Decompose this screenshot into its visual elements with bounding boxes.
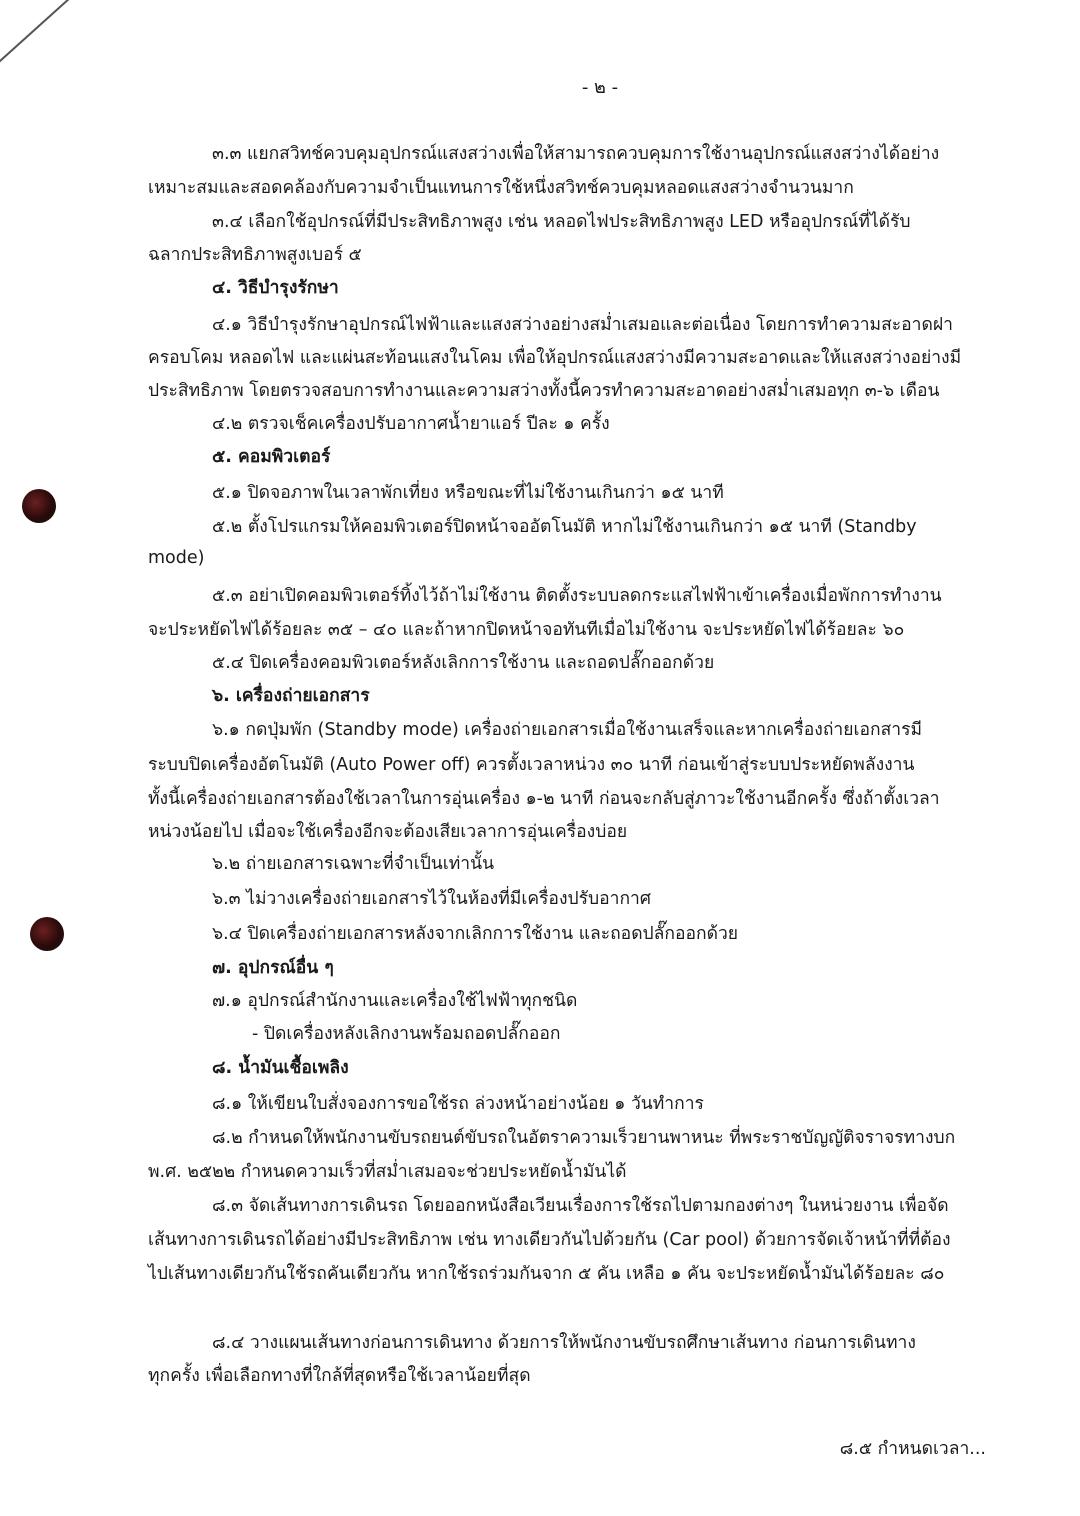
paragraph-line: ๓.๓ แยกสวิทช์ควบคุมอุปกรณ์แสงสว่างเพื่อให้สามารถควบคุมการใช้งานอุปกรณ์แสงสว่างได้อย่าง: [212, 144, 940, 164]
paragraph-line: ๓.๔ เลือกใช้อุปกรณ์ที่มีประสิทธิภาพสูง เช่น หลอดไฟประสิทธิภาพสูง LED หรืออุปกรณ์ที่ได้รับ: [212, 212, 911, 232]
section-heading: ๔. วิธีบำรุงรักษา: [212, 278, 339, 298]
section-heading: ๗. อุปกรณ์อื่น ๆ: [212, 958, 334, 978]
paragraph-line: พ.ศ. ๒๕๒๒ กำหนดความเร็วที่สม่ำเสมอจะช่วยประหยัดน้ำมันได้: [148, 1162, 627, 1182]
paragraph-line: ๘.๓ จัดเส้นทางการเดินรถ โดยออกหนังสือเวียนเรื่องการใช้รถไปตามกองต่างๆ ในหน่วยงาน เพื่อจัด: [212, 1196, 949, 1216]
paragraph-line: ครอบโคม หลอดไฟ และแผ่นสะท้อนแสงในโคม เพื่อให้อุปกรณ์แสงสว่างมีความสะอาดและให้แสงสว่างอย่างมี: [148, 348, 962, 368]
paragraph-line: ๔.๑ วิธีบำรุงรักษาอุปกรณ์ไฟฟ้าและแสงสว่างอย่างสม่ำเสมอและต่อเนื่อง โดยการทำความสะอาดฝา: [212, 315, 953, 335]
paragraph-line: ๗.๑ อุปกรณ์สำนักงานและเครื่องใช้ไฟฟ้าทุกชนิด: [212, 991, 578, 1011]
paragraph-line: เหมาะสมและสอดคล้องกับความจำเป็นแทนการใช้หนึ่งสวิทช์ควบคุมหลอดแสงสว่างจำนวนมาก: [148, 178, 854, 198]
paragraph-line: ๘.๔ วางแผนเส้นทางก่อนการเดินทาง ด้วยการให้พนักงานขับรถศึกษาเส้นทาง ก่อนการเดินทาง: [212, 1333, 916, 1353]
paragraph-line: ฉลากประสิทธิภาพสูงเบอร์ ๕: [148, 245, 362, 265]
section-heading: ๕. คอมพิวเตอร์: [212, 447, 331, 467]
page-number: - ๒ -: [581, 77, 619, 98]
paragraph-line: ๖.๑ กดปุ่มพัก (Standby mode) เครื่องถ่ายเอกสารเมื่อใช้งานเสร็จและหากเครื่องถ่ายเอกสารมี: [212, 720, 923, 740]
paragraph-line: จะประหยัดไฟได้ร้อยละ ๓๕ – ๔๐ และถ้าหากปิดหน้าจอทันทีเมื่อไม่ใช้งาน จะประหยัดไฟได้ร้อยละ ๖๐: [148, 620, 905, 640]
section-heading: ๘. น้ำมันเชื้อเพลิง: [212, 1058, 349, 1078]
paragraph-line: ๖.๔ ปิดเครื่องถ่ายเอกสารหลังจากเลิกการใช้งาน และถอดปลั๊กออกด้วย: [212, 924, 739, 944]
paragraph-line: ทั้งนี้เครื่องถ่ายเอกสารต้องใช้เวลาในการอุ่นเครื่อง ๑-๒ นาที ก่อนจะกลับสู่ภาวะใช้งานอีกครั้ง ซึ่งถ้าตั้งเวลา: [148, 789, 940, 809]
paragraph-line: ๘.๑ ให้เขียนใบสั่งจองการขอใช้รถ ล่วงหน้าอย่างน้อย ๑ วันทำการ: [212, 1094, 704, 1114]
paragraph-line: ไปเส้นทางเดียวกันใช้รถคันเดียวกัน หากใช้รถร่วมกันจาก ๕ คัน เหลือ ๑ คัน จะประหยัดน้ำมันได้ร้อยละ ๘๐: [148, 1264, 945, 1284]
section-heading: ๖. เครื่องถ่ายเอกสาร: [212, 686, 370, 706]
paragraph-line: เส้นทางการเดินรถได้อย่างมีประสิทธิภาพ เช่น ทางเดียวกันไปด้วยกัน (Car pool) ด้วยการจัดเจ้าหน้าที่ที่ต้อง: [148, 1230, 951, 1250]
paragraph-line: ประสิทธิภาพ โดยตรวจสอบการทำงานและความสว่างทั้งนี้ควรทำความสะอาดอย่างสม่ำเสมอทุก ๓-๖ เดือน: [148, 381, 940, 401]
paragraph-line: ระบบปิดเครื่องอัตโนมัติ (Auto Power off) ควรตั้งเวลาหน่วง ๓๐ นาที ก่อนเข้าสู่ระบบประหยัดพลังงาน: [148, 755, 915, 775]
punch-hole-icon: [30, 917, 64, 951]
paragraph-line: - ปิดเครื่องหลังเลิกงานพร้อมถอดปลั๊กออก: [252, 1024, 561, 1044]
paragraph-line: ๕.๔ ปิดเครื่องคอมพิวเตอร์หลังเลิกการใช้งาน และถอดปลั๊กออกด้วย: [212, 653, 715, 673]
paragraph-line: ๕.๑ ปิดจอภาพในเวลาพักเที่ยง หรือขณะที่ไม่ใช้งานเกินกว่า ๑๕ นาที: [212, 483, 724, 503]
paragraph-line: หน่วงน้อยไป เมื่อจะใช้เครื่องอีกจะต้องเสียเวลาการอุ่นเครื่องบ่อย: [148, 822, 628, 842]
paragraph-line: mode): [148, 548, 205, 568]
paragraph-line: ๖.๓ ไม่วางเครื่องถ่ายเอกสารไว้ในห้องที่มีเครื่องปรับอากาศ: [212, 889, 651, 909]
continuation-note: ๘.๕ กำหนดเวลา...: [839, 1439, 986, 1459]
paragraph-line: ๕.๒ ตั้งโปรแกรมให้คอมพิวเตอร์ปิดหน้าจออัตโนมัติ หากไม่ใช้งานเกินกว่า ๑๕ นาที (Standby: [212, 517, 917, 537]
paragraph-line: ๘.๒ กำหนดให้พนักงานขับรถยนต์ขับรถในอัตราความเร็วยานพาหนะ ที่พระราชบัญญัติจราจรทางบก: [212, 1128, 956, 1148]
paragraph-line: ๕.๓ อย่าเปิดคอมพิวเตอร์ทิ้งไว้ถ้าไม่ใช้งาน ติดตั้งระบบลดกระแสไฟฟ้าเข้าเครื่องเมื่อพักการทำงาน: [212, 586, 942, 606]
scan-edge-line: [0, 0, 129, 80]
paragraph-line: ๔.๒ ตรวจเช็คเครื่องปรับอากาศน้ำยาแอร์ ปีละ ๑ ครั้ง: [212, 414, 610, 434]
punch-hole-icon: [22, 489, 56, 523]
paragraph-line: ทุกครั้ง เพื่อเลือกทางที่ใกล้ที่สุดหรือใช้เวลาน้อยที่สุด: [148, 1366, 531, 1386]
paragraph-line: ๖.๒ ถ่ายเอกสารเฉพาะที่จำเป็นเท่านั้น: [212, 854, 495, 874]
